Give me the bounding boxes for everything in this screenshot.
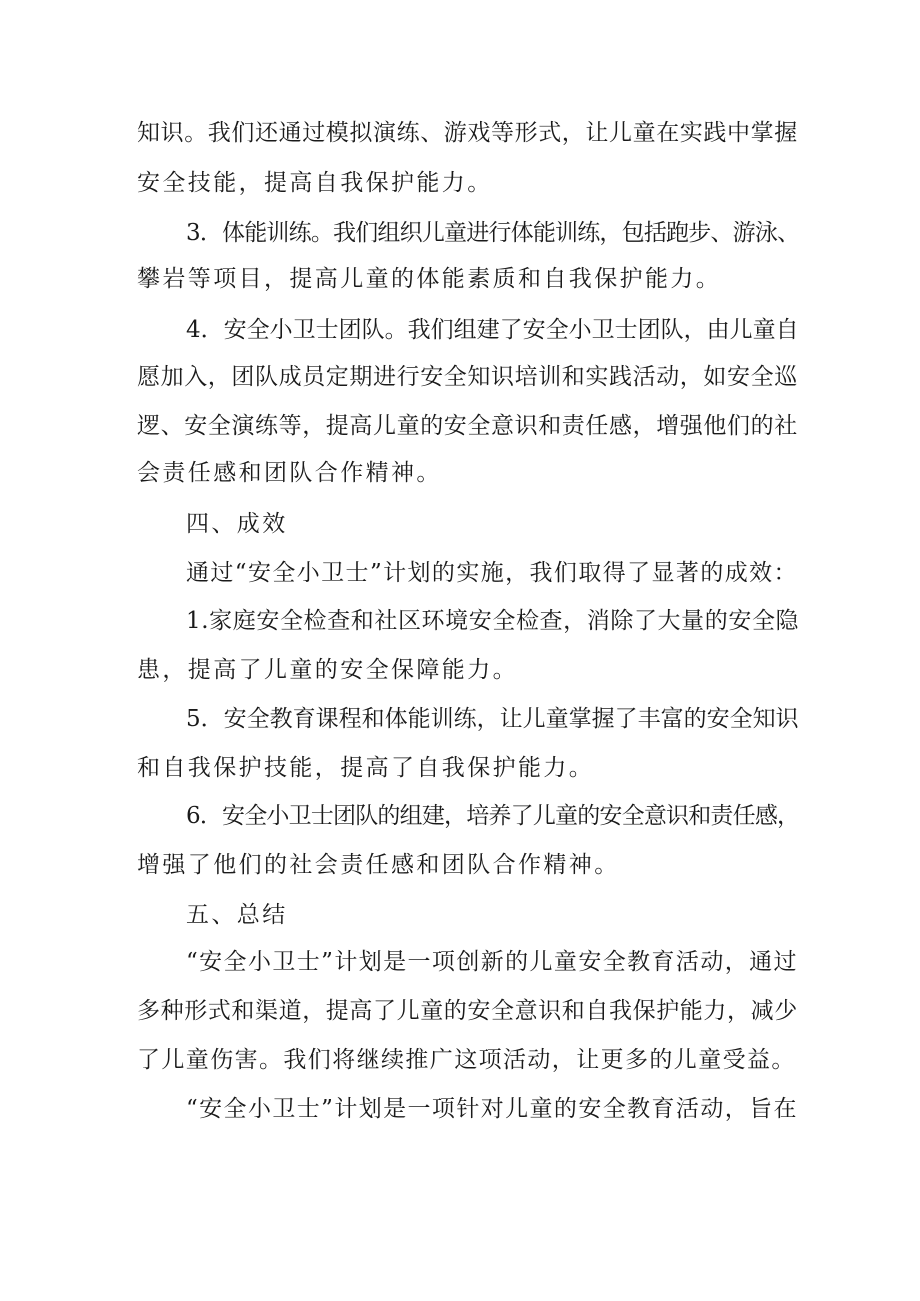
text-line: 愿加入，团队成员定期进行安全知识培训和实践活动，如安全巡 — [137, 364, 798, 390]
text-line: 会责任感和团队合作精神。 — [137, 460, 442, 486]
text-line: 通过“安全小卫士”计划的实施，我们取得了显著的成效： — [186, 560, 798, 586]
text-line: 和自我保护技能，提高了自我保护能力。 — [137, 755, 595, 781]
text-line: 攀岩等项目，提高儿童的体能素质和自我保护能力。 — [137, 266, 722, 292]
text-line: 逻、安全演练等，提高儿童的安全意识和责任感，增强他们的社 — [137, 413, 798, 439]
text-line: 多种形式和渠道，提高了儿童的安全意识和自我保护能力，减少 — [137, 998, 798, 1024]
text-line: 5．安全教育课程和体能训练，让儿童掌握了丰富的安全知识 — [186, 706, 799, 732]
text-line: 3．体能训练。我们组织儿童进行体能训练，包括跑步、游泳、 — [186, 220, 800, 246]
text-line: 患，提高了儿童的安全保障能力。 — [137, 657, 518, 683]
text-line: 安全技能，提高自我保护能力。 — [137, 170, 493, 196]
section-heading: 五、总结 — [186, 902, 288, 928]
text-line: 6．安全小卫士团队的组建，培养了儿童的安全意识和责任感， — [186, 803, 800, 829]
text-line: 4．安全小卫士团队。我们组建了安全小卫士团队，由儿童自 — [186, 317, 799, 343]
text-line: “安全小卫士”计划是一项创新的儿童安全教育活动，通过 — [186, 949, 798, 975]
text-line: 1.家庭安全检查和社区环境安全检查，消除了大量的安全隐 — [186, 608, 800, 634]
text-line: 知识。我们还通过模拟演练、游戏等形式，让儿童在实践中掌握 — [137, 120, 798, 146]
text-line: “安全小卫士”计划是一项针对儿童的安全教育活动，旨在 — [186, 1096, 798, 1122]
section-heading: 四、成效 — [186, 511, 288, 537]
text-line: 了儿童伤害。我们将继续推广这项活动，让更多的儿童受益。 — [137, 1047, 796, 1073]
text-line: 增强了他们的社会责任感和团队合作精神。 — [137, 852, 620, 878]
